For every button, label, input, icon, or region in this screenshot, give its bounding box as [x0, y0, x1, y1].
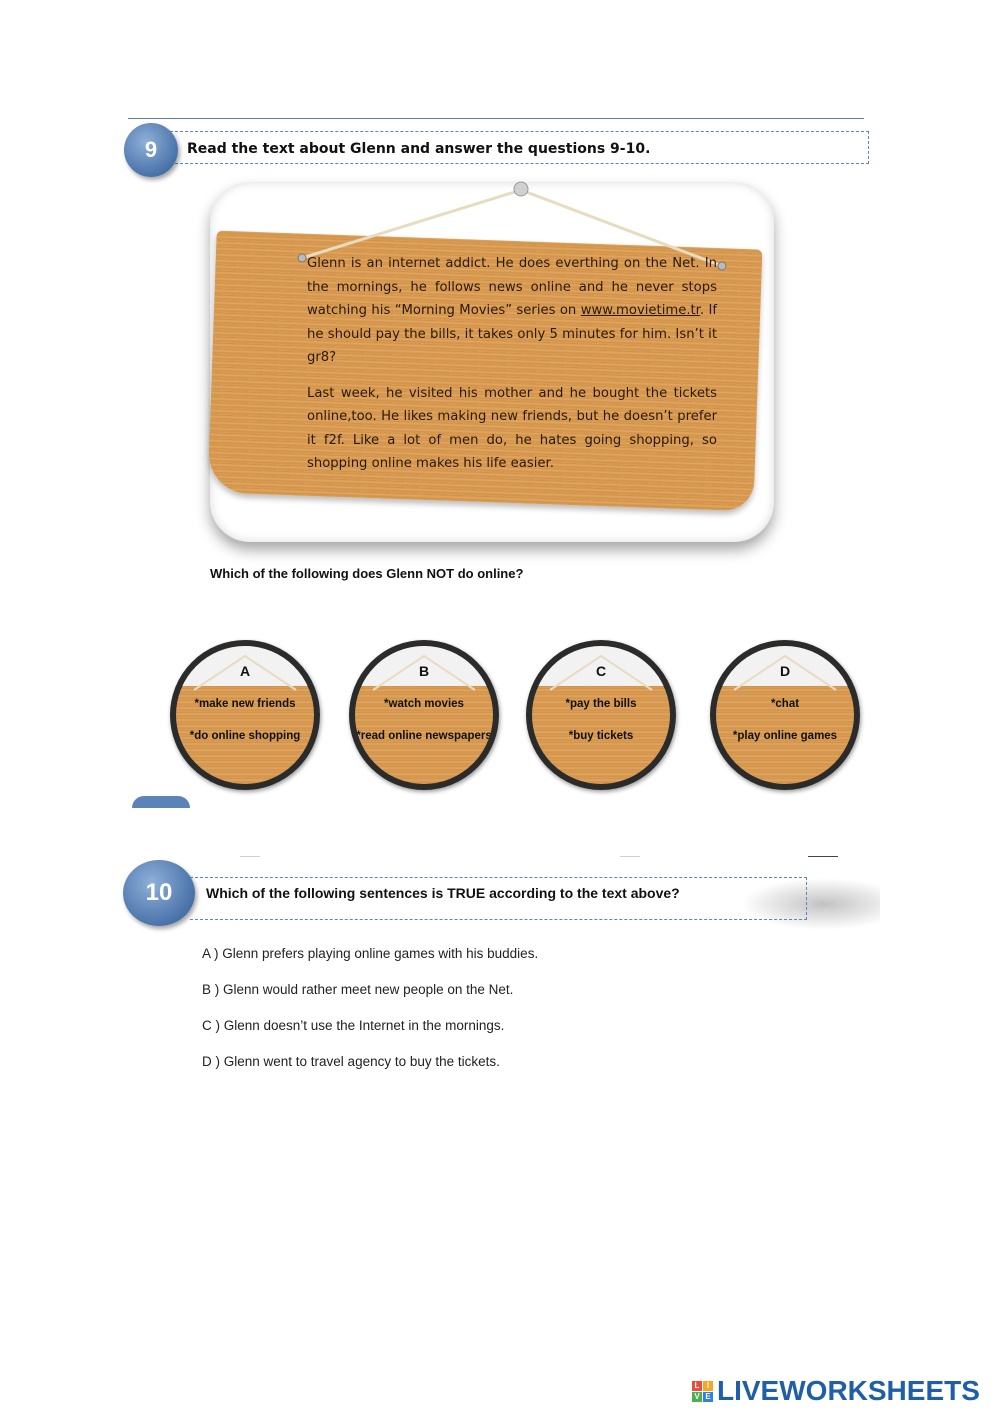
screw-right-icon	[718, 262, 726, 270]
option-d[interactable]	[710, 640, 860, 790]
passage-paragraph-1	[307, 252, 717, 370]
option-letter: B	[418, 663, 430, 679]
question-9-badge: 9	[124, 123, 178, 177]
question-10-instruction: Which of the following sentences is TRUE according to the text above?	[206, 885, 680, 901]
question-10-badge: 10	[123, 860, 195, 926]
logo-text: LIVEWORKSHEETS	[717, 1375, 980, 1406]
answer-option-c[interactable]: C ) Glenn doesn’t use the Internet in the mornings.	[202, 1018, 505, 1033]
option-line-1: *make new friends	[194, 698, 296, 710]
answer-option-a[interactable]: A ) Glenn prefers playing online games with his buddies.	[202, 946, 539, 961]
option-letter: D	[779, 663, 791, 679]
screw-left-icon	[298, 254, 306, 262]
logo-tile: V	[692, 1392, 702, 1402]
answer-option-b[interactable]: B ) Glenn would rather meet new people on the Net.	[202, 982, 514, 997]
option-line-2: *read online newspapers	[356, 730, 492, 742]
option-letter: C	[595, 663, 607, 679]
divider-fragment	[240, 856, 260, 857]
divider-fragment	[620, 856, 640, 857]
option-line-1: *pay the bills	[565, 698, 637, 710]
passage-text: . If he should pay the bills, it takes only 5 minutes for him. Isn’t it gr8?	[307, 303, 718, 365]
passage-text: Glenn is an internet addict. He does everthing on the Net. In the mornings, he follows news online and he never stops watching his “Morning Movies” series on	[307, 256, 717, 318]
option-letter: A	[239, 663, 251, 679]
liveworksheets-logo	[692, 1375, 980, 1407]
option-a[interactable]	[170, 640, 320, 790]
option-line-1: *chat	[770, 698, 800, 710]
decorative-badge-fragment	[132, 796, 190, 808]
nail-icon	[514, 182, 528, 196]
reading-passage	[307, 252, 717, 488]
question-9-instruction: Read the text about Glenn and answer the questions 9-10.	[187, 141, 651, 157]
answer-list	[202, 946, 538, 1090]
answer-option-d[interactable]: D ) Glenn went to travel agency to buy the tickets.	[202, 1054, 500, 1069]
option-b[interactable]	[349, 640, 499, 790]
passage-paragraph-2: Last week, he visited his mother and he bought the tickets online,too. He likes making new friends, but he doesn’t prefer it f2f. Like a lot of men do, he hates going shopping, so shopping online makes his life easier.	[307, 385, 717, 471]
logo-tiles-icon	[692, 1381, 713, 1402]
option-c[interactable]	[526, 640, 676, 790]
divider-fragment	[808, 856, 838, 857]
option-line-1: *watch movies	[384, 698, 464, 710]
logo-tile: L	[692, 1381, 702, 1391]
question-9-prompt: Which of the following does Glenn NOT do online?	[210, 566, 524, 581]
movietime-link[interactable]: www.movietime.tr	[580, 303, 700, 318]
logo-tile: I	[703, 1381, 713, 1391]
option-line-2: *buy tickets	[568, 730, 634, 742]
option-line-2: *do online shopping	[189, 730, 301, 742]
logo-tile: E	[703, 1392, 713, 1402]
option-line-2: *play online games	[732, 730, 838, 742]
